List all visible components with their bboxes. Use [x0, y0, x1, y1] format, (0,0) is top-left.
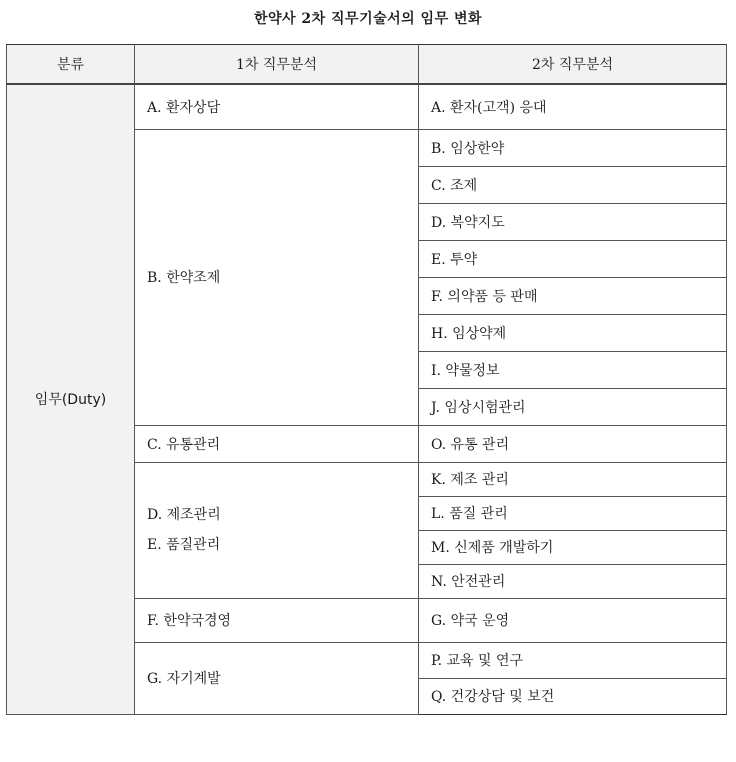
first-duty-a: A. 환자상담 — [135, 84, 419, 129]
first-duty-d: D. 제조관리 — [147, 507, 221, 523]
first-duty-g: G. 자기계발 — [135, 642, 419, 714]
second-duty-q: Q. 건강상담 및 보건 — [419, 678, 727, 714]
second-duty-h: H. 임상약제 — [419, 314, 727, 351]
second-duty-k: K. 제조 관리 — [419, 462, 727, 496]
second-duty-c: C. 조제 — [419, 166, 727, 203]
second-duty-n: N. 안전관리 — [419, 564, 727, 598]
second-duty-l: L. 품질 관리 — [419, 496, 727, 530]
second-duty-p: P. 교육 및 연구 — [419, 642, 727, 678]
table-title: 한약사 2차 직무기술서의 임무 변화 — [253, 11, 483, 27]
first-duty-d-e — [135, 462, 419, 598]
second-duty-o: O. 유통 관리 — [419, 425, 727, 462]
header-first-analysis: 1차 직무분석 — [135, 45, 419, 85]
second-duty-d: D. 복약지도 — [419, 203, 727, 240]
first-duty-f: F. 한약국경영 — [135, 598, 419, 642]
second-duty-m: M. 신제품 개발하기 — [419, 530, 727, 564]
second-duty-f: F. 의약품 등 판매 — [419, 277, 727, 314]
second-duty-j: J. 임상시험관리 — [419, 388, 727, 425]
second-duty-b: B. 임상한약 — [419, 129, 727, 166]
first-duty-e: E. 품질관리 — [147, 537, 221, 553]
table-row — [7, 84, 727, 129]
duty-comparison-table — [6, 44, 727, 715]
category-cell: 임무(Duty) — [7, 84, 135, 714]
first-duty-b: B. 한약조제 — [135, 129, 419, 425]
first-duty-c: C. 유통관리 — [135, 425, 419, 462]
second-duty-e: E. 투약 — [419, 240, 727, 277]
header-second-analysis: 2차 직무분석 — [419, 45, 727, 85]
header-category: 분류 — [7, 45, 135, 85]
header-row — [7, 45, 727, 85]
second-duty-a: A. 환자(고객) 응대 — [419, 84, 727, 129]
second-duty-g: G. 약국 운영 — [419, 598, 727, 642]
second-duty-i: I. 약물정보 — [419, 351, 727, 388]
